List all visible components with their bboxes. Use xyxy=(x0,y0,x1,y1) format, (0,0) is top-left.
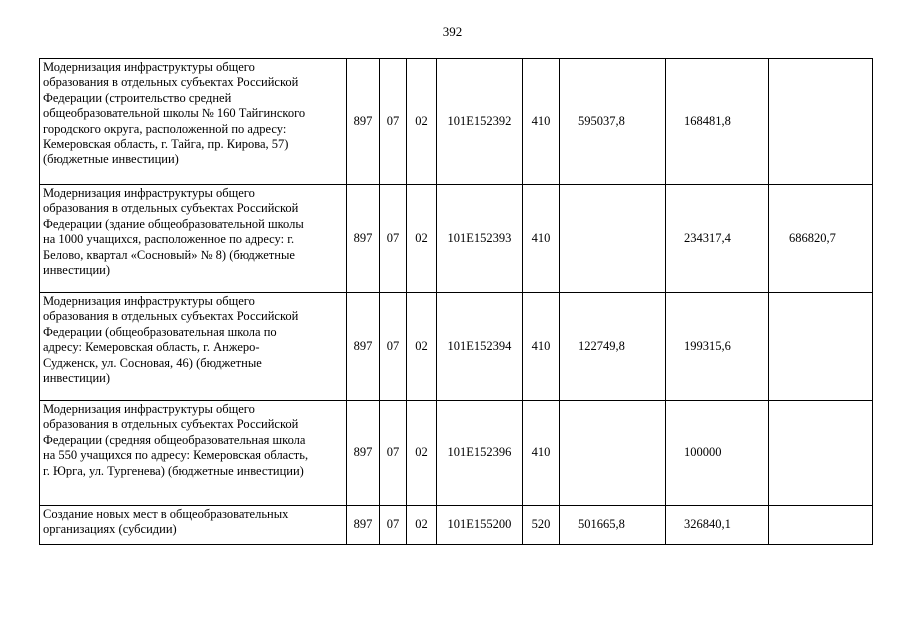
section-code-cell: 07 xyxy=(380,293,407,401)
description-line: образования в отдельных субъектах Российской xyxy=(43,417,299,432)
amount-year-1-cell: 595037,8 xyxy=(560,59,666,185)
description-line: образования в отдельных субъектах Российской xyxy=(43,309,299,324)
amount-year-1-cell xyxy=(560,185,666,293)
description-line: инвестиции) xyxy=(43,263,110,278)
description-line: Судженск, ул. Сосновая, 46) (бюджетные xyxy=(43,355,262,370)
target-article-cell: 101E152392 xyxy=(437,59,523,185)
subsection-code-cell: 02 xyxy=(407,185,437,293)
amount-year-2-cell: 168481,8 xyxy=(666,59,769,185)
page-number: 392 xyxy=(442,24,463,39)
table-row xyxy=(40,59,873,185)
description-cell xyxy=(40,59,347,185)
amount-year-1-cell: 122749,8 xyxy=(560,293,666,401)
target-article-cell: 101E155200 xyxy=(437,506,523,545)
target-article-cell: 101E152396 xyxy=(437,401,523,506)
expense-type-cell: 410 xyxy=(523,59,560,185)
ministry-code-cell: 897 xyxy=(347,59,380,185)
target-article-cell: 101E152394 xyxy=(437,293,523,401)
subsection-code-cell: 02 xyxy=(407,506,437,545)
description-line: Модернизация инфраструктуры общего xyxy=(43,186,255,200)
amount-year-2-cell: 234317,4 xyxy=(666,185,769,293)
description-line: Кемеровская область, г. Тайга, пр. Кирова, 57) xyxy=(43,137,289,152)
ministry-code-cell: 897 xyxy=(347,401,380,506)
description-line: организациях (субсидии) xyxy=(43,522,177,537)
description-cell xyxy=(40,293,347,401)
section-code-cell: 07 xyxy=(380,506,407,545)
ministry-code-cell: 897 xyxy=(347,506,380,545)
description-line: на 1000 учащихся, расположенное по адресу: г. xyxy=(43,232,295,247)
description-line: образования в отдельных субъектах Российской xyxy=(43,201,299,216)
expense-type-cell: 410 xyxy=(523,401,560,506)
ministry-code-cell: 897 xyxy=(347,293,380,401)
expense-type-cell: 520 xyxy=(523,506,560,545)
amount-year-3-cell xyxy=(769,506,873,545)
section-code-cell: 07 xyxy=(380,185,407,293)
description-line: инвестиции) xyxy=(43,371,110,386)
section-code-cell: 07 xyxy=(380,401,407,506)
description-line: Федерации (здание общеобразовательной школы xyxy=(43,216,304,231)
amount-year-3-cell xyxy=(769,59,873,185)
amount-year-3-cell xyxy=(769,401,873,506)
budget-table xyxy=(39,58,873,545)
amount-year-3-cell xyxy=(769,293,873,401)
description-line: Федерации (средняя общеобразовательная школа xyxy=(43,432,306,447)
section-code-cell: 07 xyxy=(380,59,407,185)
description-line: адресу: Кемеровская область, г. Анжеро- xyxy=(43,340,260,355)
description-line: г. Юрга, ул. Тургенева) (бюджетные инвестиции) xyxy=(43,463,304,478)
amount-year-1-cell xyxy=(560,401,666,506)
description-line: Белово, квартал «Сосновый» № 8) (бюджетные xyxy=(43,247,295,262)
amount-year-2-cell: 100000 xyxy=(666,401,769,506)
table-row xyxy=(40,293,873,401)
subsection-code-cell: 02 xyxy=(407,401,437,506)
table-row xyxy=(40,506,873,545)
amount-year-3-cell: 686820,7 xyxy=(769,185,873,293)
description-cell xyxy=(40,185,347,293)
description-cell xyxy=(40,401,347,506)
description-line: на 550 учащихся по адресу: Кемеровская область, xyxy=(43,448,309,463)
description-line: городского округа, расположенной по адресу: xyxy=(43,121,287,136)
description-line: Создание новых мест в общеобразовательных xyxy=(43,507,289,521)
table-row xyxy=(40,401,873,506)
description-line: Федерации (общеобразовательная школа по xyxy=(43,324,277,339)
expense-type-cell: 410 xyxy=(523,185,560,293)
description-line: Модернизация инфраструктуры общего xyxy=(43,60,255,74)
description-line: (бюджетные инвестиции) xyxy=(43,152,179,167)
description-cell xyxy=(40,506,347,545)
description-line: Модернизация инфраструктуры общего xyxy=(43,402,255,416)
amount-year-2-cell: 199315,6 xyxy=(666,293,769,401)
description-line: образования в отдельных субъектах Российской xyxy=(43,75,299,90)
amount-year-2-cell: 326840,1 xyxy=(666,506,769,545)
subsection-code-cell: 02 xyxy=(407,293,437,401)
ministry-code-cell: 897 xyxy=(347,185,380,293)
description-line: Федерации (строительство средней xyxy=(43,90,232,105)
table-row xyxy=(40,185,873,293)
target-article-cell: 101E152393 xyxy=(437,185,523,293)
expense-type-cell: 410 xyxy=(523,293,560,401)
description-line: Модернизация инфраструктуры общего xyxy=(43,294,255,308)
amount-year-1-cell: 501665,8 xyxy=(560,506,666,545)
description-line: общеобразовательной школы № 160 Тайгинского xyxy=(43,106,306,121)
subsection-code-cell: 02 xyxy=(407,59,437,185)
